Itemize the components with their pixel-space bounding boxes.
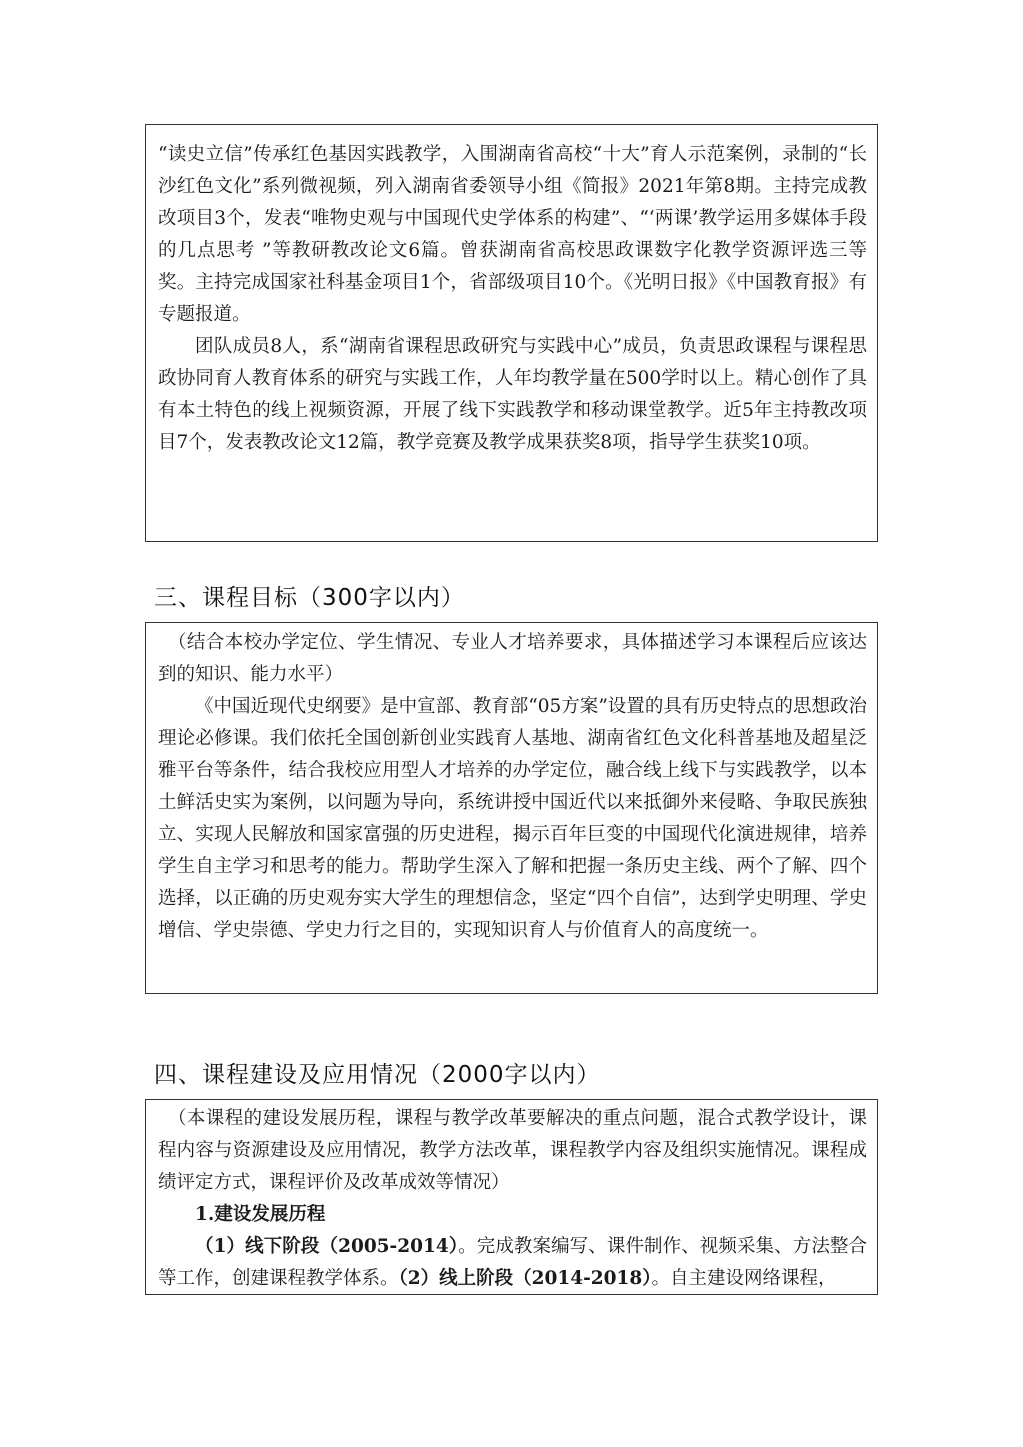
section3-heading: 三、课程目标（300字以内） [154, 585, 465, 611]
section4-instruction-note: （本课程的建设发展历程，课程与教学改革要解决的重点问题，混合式教学设计，课程内容与资源建设及应用情况，教学方法改革，课程教学内容及组织实施情况。课程成绩评定方式，课程评价及改革成效等情况） [158, 1108, 867, 1193]
section4-subheading: 1.建设发展历程 [195, 1204, 326, 1225]
section4-stages-paragraph [158, 1231, 867, 1295]
stage2-label: （2）线上阶段（2014-2018） [398, 1268, 652, 1289]
stage2-text: 。自主建设网络课程， [651, 1268, 837, 1289]
section2-paragraph-1: “读史立信”传承红色基因实践教学，入围湖南省高校“十大”育人示范案例，录制的“长沙红色文化”系列微视频，列入湖南省委领导小组《简报》2021年第8期。主持完成教改项目3个，发表“唯物史观与中国现代史学体系的构建”、“‘两课’教学运用多媒体手段的几点思考 ”等教研教改论文6篇。曾获湖南省高校思政课数字化教学资源评选三等奖。主持完成国家社科基金项目1个，省部级项目10个。《光明日报》《中国教育报》有专题报道。 [158, 144, 867, 325]
section4-construction-box [145, 1099, 878, 1295]
section3-instruction-note: （结合本校办学定位、学生情况、专业人才培养要求，具体描述学习本课程后应该达到的知识、能力水平） [158, 632, 867, 685]
section3-goals-body: 《中国近现代史纲要》是中宣部、教育部“05方案”设置的具有历史特点的思想政治理论必修课。我们依托全国创新创业实践育人基地、湖南省红色文化科普基地及超星泛雅平台等条件，结合我校应用型人才培养的办学定位，融合线上线下与实践教学，以本土鲜活史实为案例，以问题为导向，系统讲授中国近代以来抵御外来侵略、争取民族独立、实现人民解放和国家富强的历史进程，揭示百年巨变的中国现代化演进规律，培养学生自主学习和思考的能力。帮助学生深入了解和把握一条历史主线、两个了解、四个选择，以正确的历史观夯实大学生的理想信念，坚定“四个自信”，达到学史明理、学史增信、学史崇德、学史力行之目的，实现知识育人与价值育人的高度统一。 [158, 696, 867, 941]
section3-goals-box [145, 622, 878, 994]
section2-paragraph-2: 团队成员8人，系“湖南省课程思政研究与实践中心”成员，负责思政课程与课程思政协同育人教育体系的研究与实践工作，人年均教学量在500学时以上。精心创作了具有本土特色的线上视频资源，开展了线下实践教学和移动课堂教学。近5年主持教改项目7个，发表教改论文12篇，教学竞赛及教学成果获奖8项，指导学生获奖10项。 [158, 336, 867, 453]
section2-team-box [145, 124, 878, 542]
stage1-label: （1）线下阶段（2005-2014） [195, 1236, 459, 1257]
stage1-text: 。完成教案编写、课件制作、视频采集、方法整合等工作，创建课程教学体系。 [158, 1236, 867, 1289]
section4-heading: 四、课程建设及应用情况（2000字以内） [154, 1062, 601, 1088]
